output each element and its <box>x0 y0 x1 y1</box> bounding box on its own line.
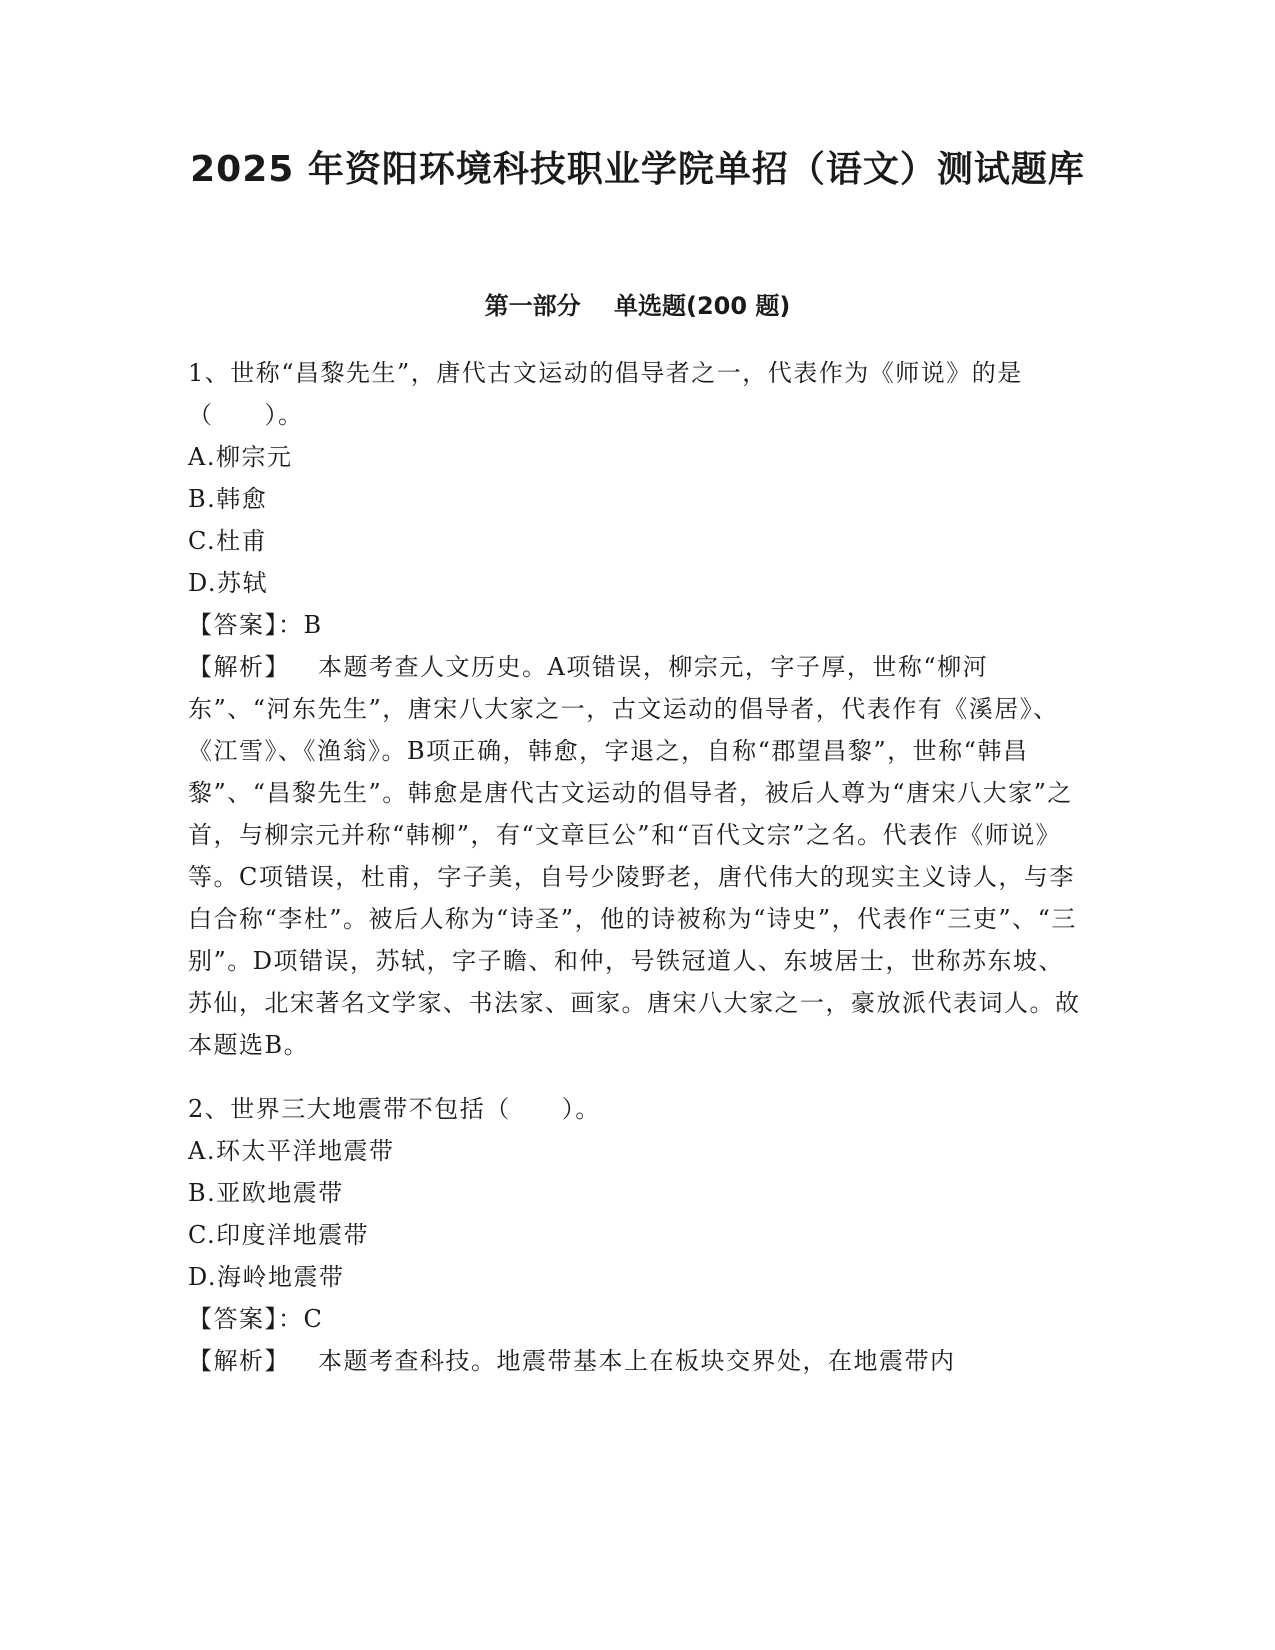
option-d: D.海岭地震带 <box>188 1263 345 1291</box>
question-stem: 1、世称“昌黎先生”，唐代古文运动的倡导者之一，代表作为《师说》的是（ ）。 <box>188 359 1023 429</box>
analysis-label: 【解析】 <box>188 1347 290 1375</box>
question-item <box>188 1088 1088 1382</box>
answer-value: C <box>303 1305 324 1333</box>
option-c: C.杜甫 <box>188 527 268 555</box>
answer-value: B <box>303 611 323 639</box>
analysis-paragraph <box>188 1340 1088 1382</box>
answer-label: 【答案】： <box>188 1305 304 1333</box>
question-list <box>188 352 1088 1404</box>
analysis-text: 本题考查科技。地震带基本上在板块交界处，在地震带内 <box>318 1347 956 1375</box>
answer-label: 【答案】： <box>188 611 304 639</box>
option-b: B.韩愈 <box>188 485 268 513</box>
section-title: 第一部分 单选题(200 题) <box>484 292 791 320</box>
option-a: A.柳宗元 <box>188 443 293 471</box>
analysis-label: 【解析】 <box>188 653 290 681</box>
question-item <box>188 352 1088 1066</box>
answer-line <box>188 604 1088 646</box>
option-b: B.亚欧地震带 <box>188 1179 344 1207</box>
option-c: C.印度洋地震带 <box>188 1221 370 1249</box>
option-a: A.环太平洋地震带 <box>188 1137 395 1165</box>
answer-line <box>188 1298 1088 1340</box>
document-title: 2025 年资阳环境科技职业学院单招（语文）测试题库 <box>190 149 1085 190</box>
analysis-paragraph <box>188 646 1088 1066</box>
option-d: D.苏轼 <box>188 569 269 597</box>
analysis-text: 本题考查人文历史。A项错误，柳宗元，字子厚，世称“柳河东”、“河东先生”，唐宋八大家之一，古文运动的倡导者，代表作有《溪居》、《江雪》、《渔翁》。B项正确，韩愈，字退之，自称“郡望昌黎”，世称“韩昌黎”、“昌黎先生”。韩愈是唐代古文运动的倡导者，被后人尊为“唐宋八大家”之首，与柳宗元并称“韩柳”，有“文章巨公”和“百代文宗”之名。代表作《师说》等。C项错误，杜甫，字子美，自号少陵野老，唐代伟大的现实主义诗人，与李白合称“李杜”。被后人称为“诗圣”，他的诗被称为“诗史”，代表作“三吏”、“三别”。D项错误，苏轼，字子瞻、和仲，号铁冠道人、东坡居士，世称苏东坡、苏仙，北宋著名文学家、书法家、画家。唐宋八大家之一，豪放派代表词人。故本题选B。 <box>188 653 1081 1059</box>
question-stem: 2、世界三大地震带不包括（ ）。 <box>188 1095 601 1123</box>
